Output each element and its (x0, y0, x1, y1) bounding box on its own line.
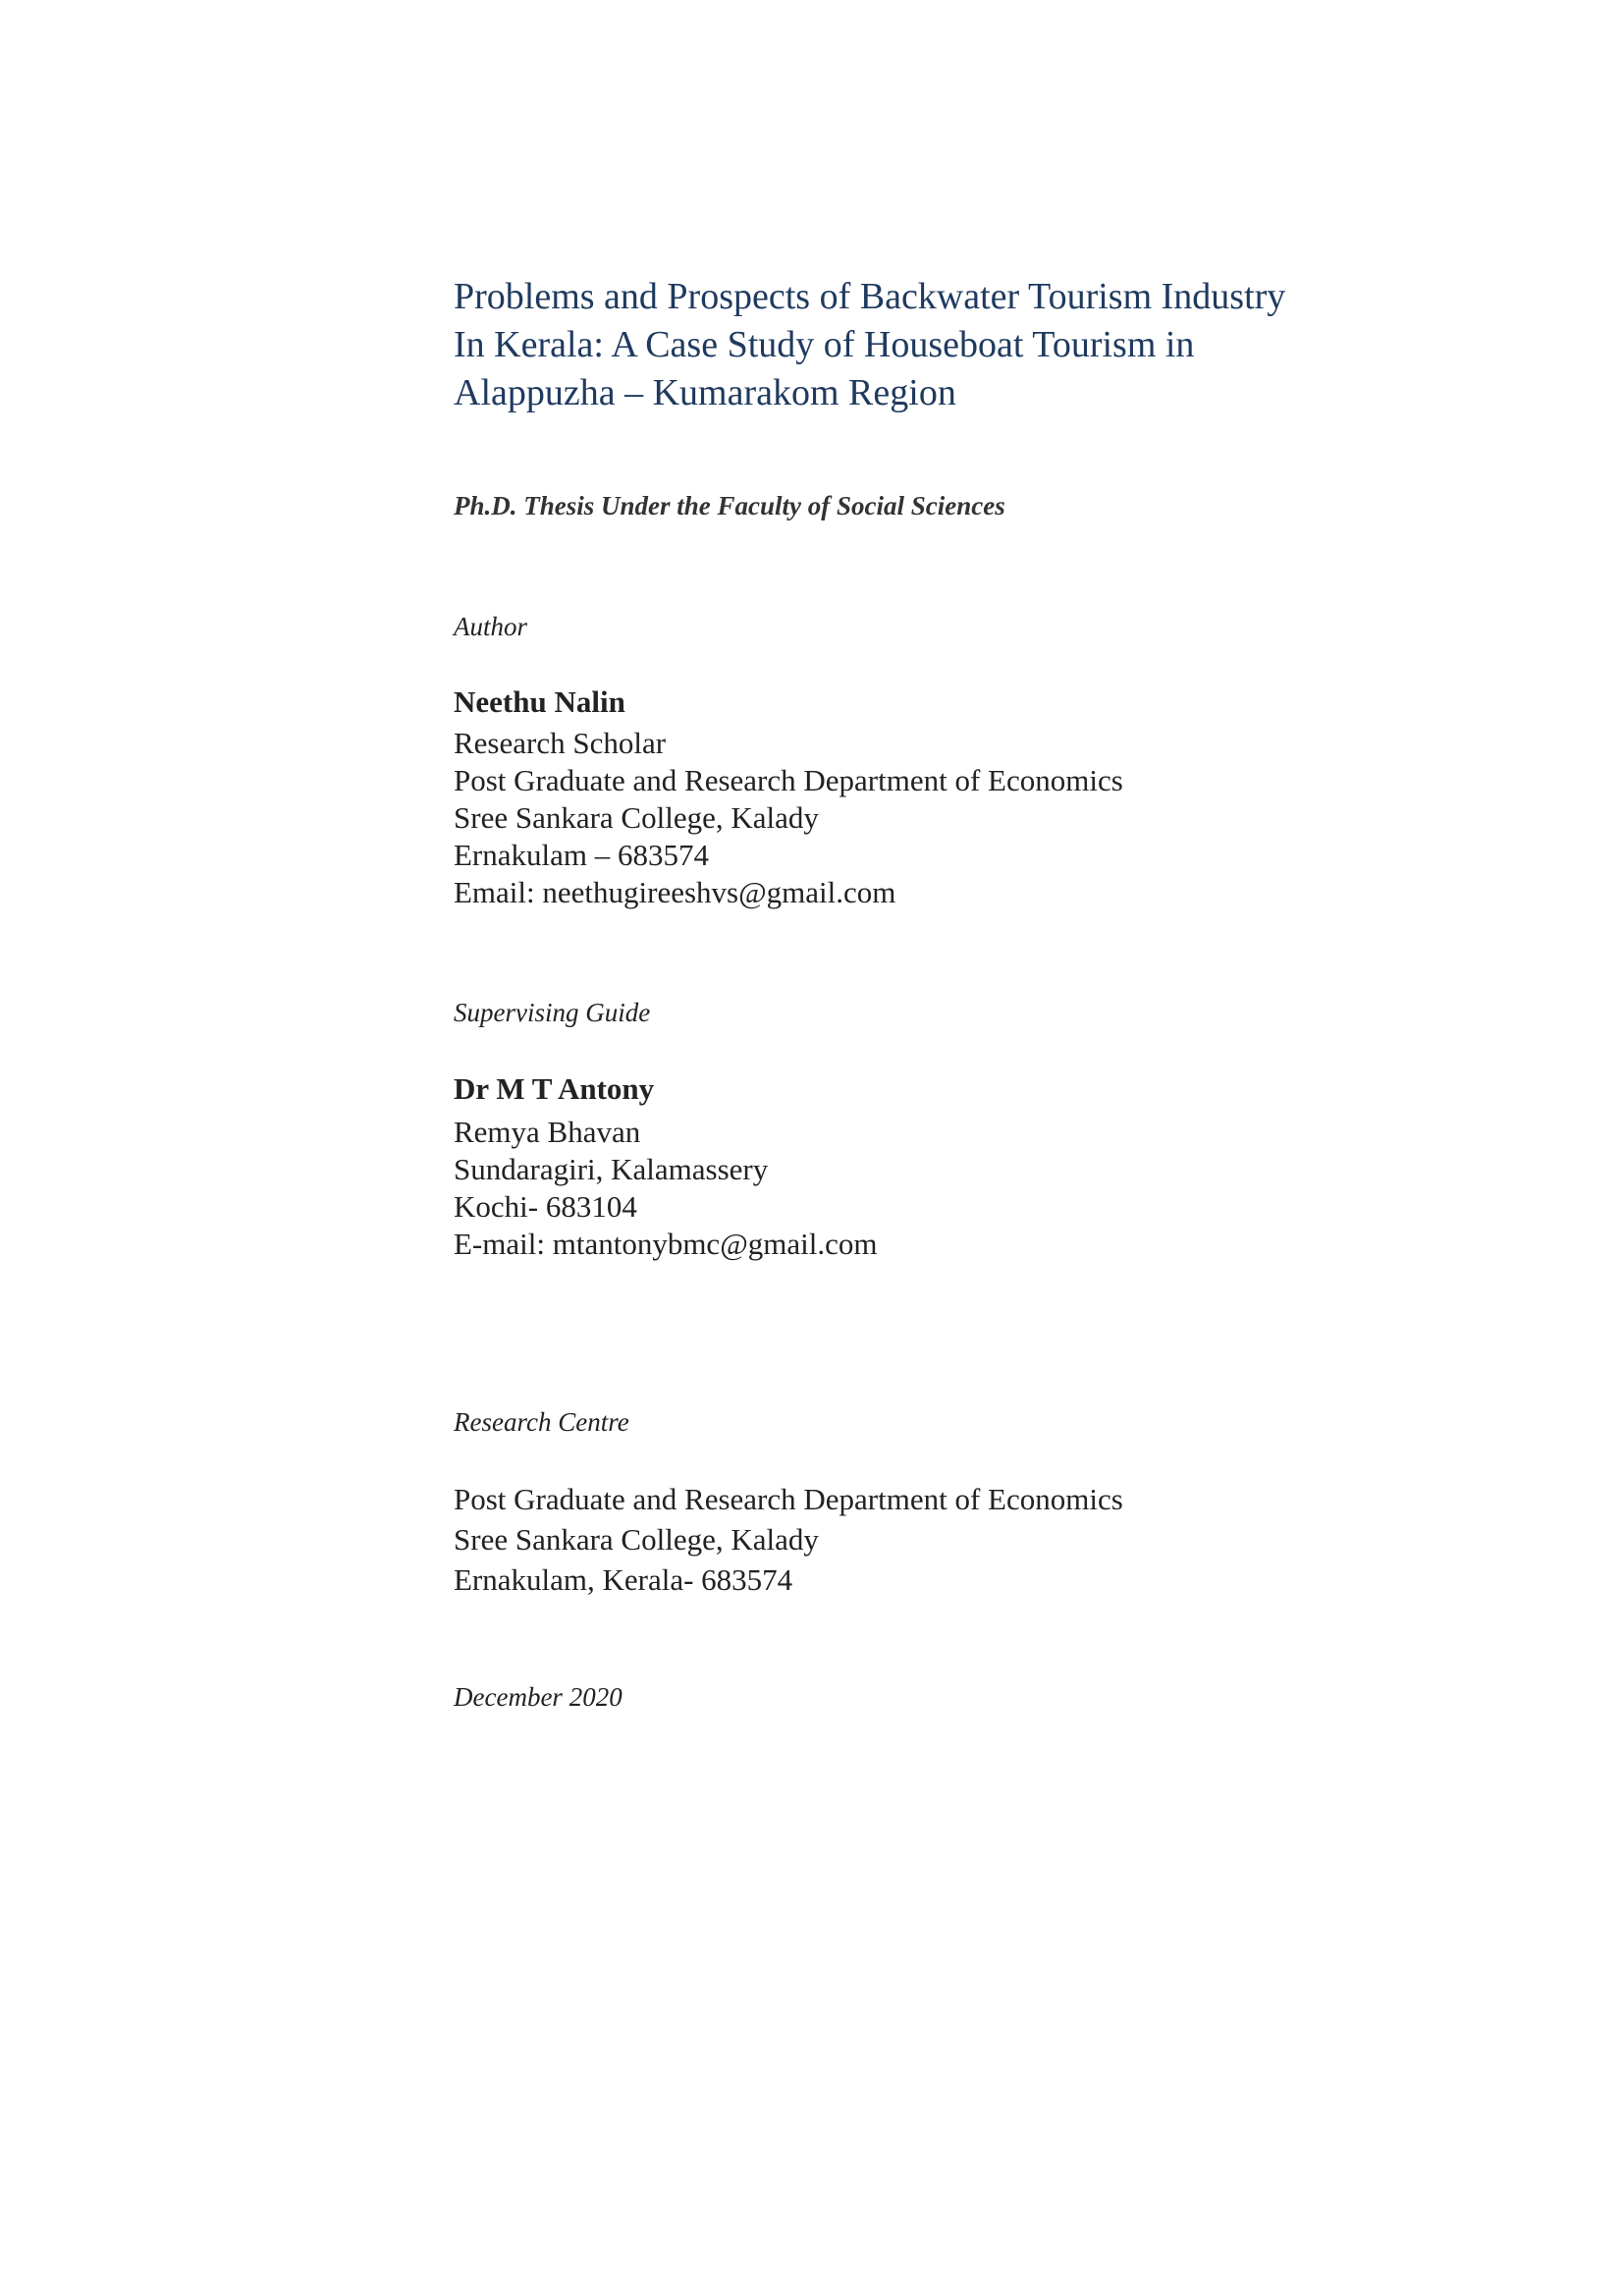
centre-detail-line: Sree Sankara College, Kalady (454, 1522, 819, 1557)
research-centre-details (454, 1479, 1435, 1600)
author-detail-line: Research Scholar (454, 726, 667, 760)
guide-email: E-mail: mtantonybmc@gmail.com (454, 1227, 878, 1261)
research-centre-label: Research Centre (454, 1407, 629, 1437)
title-line: In Kerala: A Case Study of Houseboat Tourism in (454, 324, 1195, 365)
guide-detail-line: Kochi- 683104 (454, 1189, 637, 1224)
author-detail-line: Ernakulam – 683574 (454, 838, 710, 872)
guide-name: Dr M T Antony (454, 1071, 655, 1106)
author-details (454, 725, 1435, 911)
guide-detail-line: Remya Bhavan (454, 1115, 641, 1149)
submission-date: December 2020 (454, 1682, 623, 1712)
author-detail-line: Sree Sankara College, Kalady (454, 800, 819, 835)
title-line: Alappuzha – Kumarakom Region (454, 372, 956, 413)
centre-detail-line: Ernakulam, Kerala- 683574 (454, 1562, 793, 1597)
author-detail-line: Post Graduate and Research Department of Economics (454, 763, 1123, 797)
centre-detail-line: Post Graduate and Research Department of Economics (454, 1482, 1123, 1516)
author-label: Author (454, 612, 528, 641)
author-name: Neethu Nalin (454, 684, 625, 719)
guide-details (454, 1114, 1435, 1263)
guide-detail-line: Sundaragiri, Kalamassery (454, 1152, 769, 1186)
thesis-title (454, 273, 1435, 417)
thesis-subtitle: Ph.D. Thesis Under the Faculty of Social Sciences (454, 491, 1005, 520)
author-email: Email: neethugireeshvs@gmail.com (454, 875, 896, 909)
title-line: Problems and Prospects of Backwater Tourism Industry (454, 276, 1286, 317)
guide-label: Supervising Guide (454, 998, 651, 1027)
